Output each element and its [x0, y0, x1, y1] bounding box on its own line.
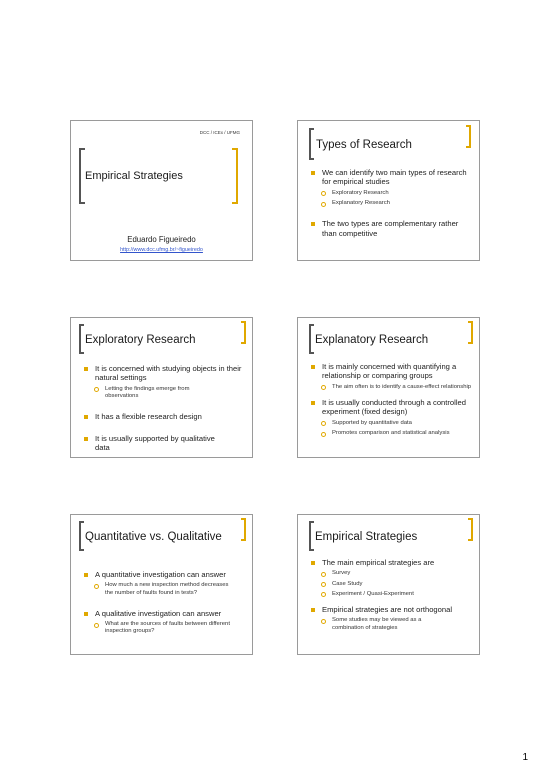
sub-bullet-item: Case Study [310, 581, 473, 588]
slide-quantitative-vs-qualitative [70, 514, 253, 655]
slide-title-text: Types of Research [316, 139, 412, 151]
bullet-list [310, 168, 473, 238]
bullet-item: It is usually conducted through a controlled experiment (fixed design) [310, 398, 473, 417]
bullet-item: It has a flexible research design [83, 412, 246, 421]
sub-bullet-item: How much a new inspection method decreases the number of faults found in tests? [83, 582, 246, 596]
sub-bullet-item: Some studies may be viewed as a combination of strategies [310, 617, 473, 631]
sub-bullet-item: What are the sources of faults between different inspection groups? [83, 621, 246, 635]
bullet-item: Empirical strategies are not orthogonal [310, 605, 473, 614]
bullet-list [310, 558, 473, 632]
bracket-right [232, 148, 238, 204]
sub-bullet-item: Supported by quantitative data [310, 420, 473, 427]
sub-bullet-item: The aim often is to identify a cause-effect relationship [310, 384, 473, 391]
bracket-left [79, 324, 84, 354]
bullet-item: A qualitative investigation can answer [83, 609, 246, 618]
bullet-list [83, 364, 246, 452]
bullet-item: It is usually supported by qualitative data [83, 434, 246, 453]
author-link[interactable]: http://www.dcc.ufmg.br/~figueiredo [120, 247, 203, 253]
bullet-item: It is mainly concerned with quantifying a relationship or comparing groups [310, 362, 473, 381]
bracket-right [468, 321, 473, 344]
page-number: 1 [522, 752, 528, 763]
bullet-item: A quantitative investigation can answer [83, 570, 246, 579]
sub-bullet-item: Exploratory Research [310, 190, 473, 197]
slide-title-text: Empirical Strategies [315, 531, 418, 543]
slide-title [70, 120, 253, 261]
bullet-item: We can identify two main types of research for empirical studies [310, 168, 473, 187]
bullet-item: The main empirical strategies are [310, 558, 473, 567]
sub-bullet-item: Explanatory Research [310, 200, 473, 207]
slide-title-text: Quantitative vs. Qualitative [85, 531, 222, 543]
bullet-item: The two types are complementary rather than competitive [310, 219, 473, 238]
bracket-right [241, 321, 246, 344]
slide-title-text: Exploratory Research [85, 334, 196, 346]
sub-bullet-item: Survey [310, 570, 473, 577]
sub-bullet-item: Promotes comparison and statistical analysis [310, 430, 473, 437]
bracket-right [466, 125, 471, 148]
slide-empirical-strategies [297, 514, 480, 655]
institution-tag: DCC / ICEx / UFMG [199, 130, 240, 135]
bracket-left [309, 324, 314, 354]
bracket-right [241, 518, 246, 541]
slide-explanatory-research [297, 317, 480, 458]
bracket-left [309, 128, 314, 160]
author-name: Eduardo Figueiredo [127, 235, 196, 244]
bullet-item: It is concerned with studying objects in their natural settings [83, 364, 246, 383]
presentation-title: Empirical Strategies [85, 170, 183, 182]
sub-bullet-item: Letting the findings emerge from observations [83, 386, 246, 400]
sub-bullet-item: Experiment / Quasi-Experiment [310, 591, 473, 598]
bullet-list [83, 570, 246, 636]
bracket-right [468, 518, 473, 541]
bracket-left [309, 521, 314, 551]
bracket-left [79, 521, 84, 551]
bullet-list [310, 362, 473, 437]
slide-title-text: Explanatory Research [315, 334, 429, 346]
slide-types-of-research [297, 120, 480, 261]
slide-exploratory-research [70, 317, 253, 458]
